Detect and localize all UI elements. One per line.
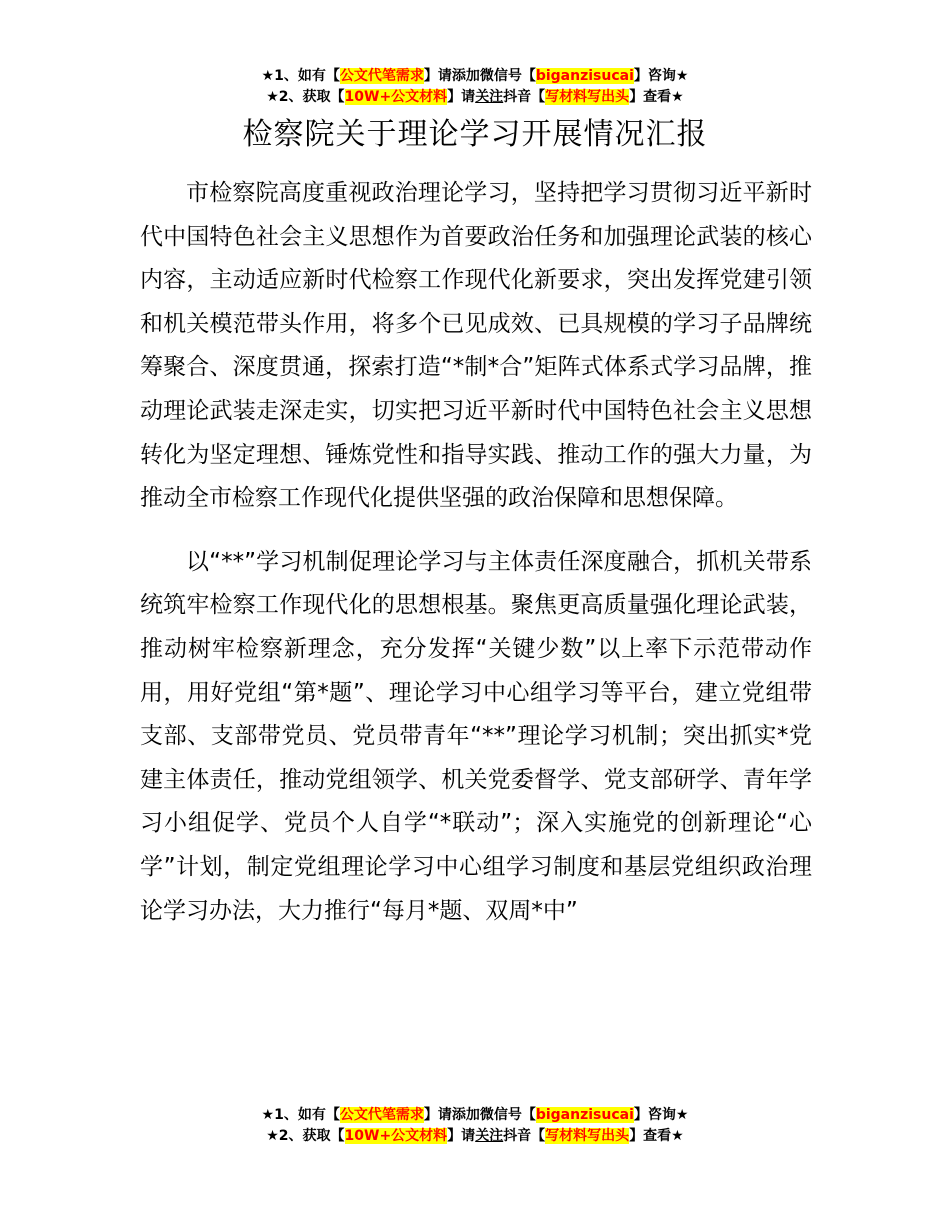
highlight-materials: 10W+公文材料 [344,89,448,105]
underlined-follow: 关注 [475,1128,504,1144]
footer-banner [0,1105,950,1147]
banner-text: 抖音【 [503,89,546,105]
highlight-douyin-account: 写材料写出头 [545,89,630,105]
underlined-follow: 关注 [475,89,504,105]
highlight-wechat-id: biganzisucai [535,1107,634,1123]
banner-text: 】咨询★ [633,1107,689,1123]
banner-text: 】请添加微信号【 [423,1107,536,1123]
banner-line-2 [0,87,950,108]
banner-text: ★2、获取【 [266,89,345,105]
highlight-ghostwriting-need: 公文代笔需求 [339,1107,424,1123]
header-banner [0,66,950,108]
paragraph-1: 市检察院高度重视政治理论学习，坚持把学习贯彻习近平新时代中国特色社会主义思想作为首要政治任务和加强理论武装的核心内容，主动适应新时代检察工作现代化新要求，突出发挥党建引领和机关模范带头作用，将多个已见成效、已具规模的学习子品牌统筹聚合、深度贯通，探索打造“*制*合”矩阵式体系式学习品牌，推动理论武装走深走实，切实把习近平新时代中国特色社会主义思想转化为坚定理想、锤炼党性和指导实践、推动工作的强大力量，为推动全市检察工作现代化提供坚强的政治保障和思想保障。 [140,180,812,512]
highlight-wechat-id: biganzisucai [535,68,634,84]
document-title: 检察院关于理论学习开展情况汇报 [242,117,708,152]
banner-line-1 [0,1105,950,1126]
banner-line-2 [0,1126,950,1147]
banner-text: 】请 [447,1128,476,1144]
banner-text: ★1、如有【 [261,68,340,84]
highlight-materials: 10W+公文材料 [344,1128,448,1144]
banner-text: 】查看★ [629,89,684,105]
banner-text: 】请添加微信号【 [423,68,536,84]
highlight-douyin-account: 写材料写出头 [545,1128,630,1144]
banner-text: 】查看★ [629,1128,684,1144]
highlight-ghostwriting-need: 公文代笔需求 [339,68,424,84]
banner-text: ★1、如有【 [261,1107,340,1123]
banner-text: ★2、获取【 [266,1128,345,1144]
banner-text: 】咨询★ [633,68,689,84]
document-body [140,172,812,933]
paragraph-2: 以“**”学习机制促理论学习与主体责任深度融合，抓机关带系统筑牢检察工作现代化的思想根基。聚焦更高质量强化理论武装，推动树牢检察新理念，充分发挥“关键少数”以上率下示范带动作用，用好党组“第*题”、理论学习中心组学习等平台，建立党组带支部、支部带党员、党员带青年“**”理论学习机制；突出抓实*党建主体责任，推动党组领学、机关党委督学、党支部研学、青年学习小组促学、党员个人自学“*联动”；深入实施党的创新理论“心学”计划，制定党组理论学习中心组学习制度和基层党组织政治理论学习办法，大力推行“每月*题、双周*中” [140,548,812,924]
banner-text: 】请 [447,89,476,105]
banner-text: 抖音【 [503,1128,546,1144]
banner-line-1 [0,66,950,87]
